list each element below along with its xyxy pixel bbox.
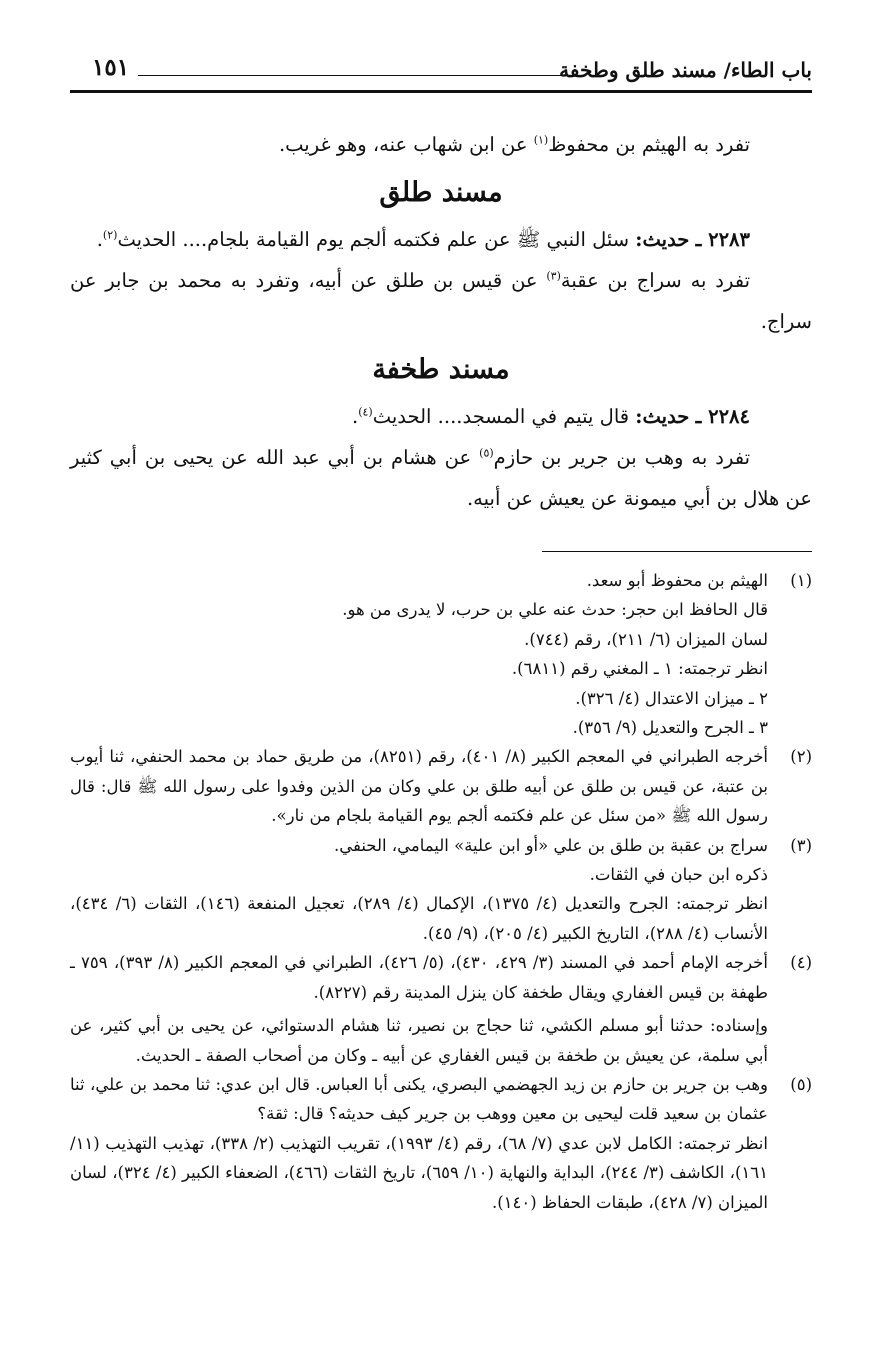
hadith-label: حديث:: [635, 405, 690, 428]
hadith-end: .: [352, 405, 359, 428]
header-thin-rule: [138, 75, 580, 76]
header-rule: [70, 90, 812, 93]
footnote-line: ٢ ـ ميزان الاعتدال (٤/ ٣٢٦).: [575, 688, 768, 708]
footnote-line: أخرجه الإمام أحمد في المسند (٣/ ٤٢٩، ٤٣٠)، (٥/ ٤٢٦)، الطبراني في المعجم الكبير (٨/ ٣٩٣)، ٧٥٩ ـ طهفة بن قيس الغفاري ويقال طخفة كان ينزل المدينة رقم (٨٢٢٧).: [70, 953, 768, 1002]
hadith-number: ٢٢٨٣ ـ: [695, 228, 750, 251]
hadith-number: ٢٢٨٤ ـ: [695, 405, 750, 428]
footnote-line: قال الحافظ ابن حجر: حدث عنه علي بن حرب، لا يدرى من هو.: [342, 600, 768, 620]
footnote-line: الهيثم بن محفوظ أبو سعد.: [586, 571, 768, 590]
footnote-3: [70, 831, 812, 949]
page-number: ١٥١: [92, 54, 130, 81]
note-2283: [70, 260, 812, 342]
footnote-line: انظر ترجمته: الجرح والتعديل (٤/ ١٣٧٥)، الإكمال (٤/ ٢٨٩)، تعجيل المنفعة (١٤٦)، الثقات (٦/ ٤٣٤)، الأنساب (٤/ ٢٨٨)، التاريخ الكبير (٤/ ٢٠٥)، (٩/ ٤٥).: [70, 894, 768, 943]
footnotes: [70, 566, 812, 1217]
footnote-line: ذكره ابن حبان في الثقات.: [589, 865, 768, 885]
hadith-text: قال يتيم في المسجد.... الحديث: [372, 405, 636, 428]
footnote-line: لسان الميزان (٦/ ٢١١)، رقم (٧٤٤).: [524, 629, 768, 649]
note-2284: [70, 437, 812, 519]
footnote-number: (٢): [790, 747, 812, 767]
footnote-4: [70, 948, 812, 1070]
footnote-line: أخرجه الطبراني في المعجم الكبير (٨/ ٤٠١)، رقم (٨٢٥١)، من طريق حماد بن محمد الحنفي، ثنا أيوب بن عتبة، عن قيس بن طلق عن أبيه طلق بن علي وكان من الذين وفدوا على رسول الله ﷺ قال: قال رسول الله ﷺ «من سئل عن علم فكتمه ألجم يوم القيامة بلجام من نار».: [70, 747, 768, 826]
footnote-separator-wrap: [70, 519, 812, 552]
book-page: [70, 50, 812, 1217]
footnote-number: (٣): [790, 835, 812, 855]
footnote-number: (٤): [790, 953, 812, 973]
hadith-text: سئل النبي ﷺ عن علم فكتمه ألجم يوم القيامة بلجام.... الحديث: [117, 228, 636, 251]
note-text-rest: عن قيس بن طلق عن أبيه، وتفرد به محمد بن جابر عن سراج.: [70, 269, 812, 333]
note-text: تفرد به وهب بن جرير بن حازم: [493, 446, 751, 469]
footnote-line: وهب بن جرير بن حازم بن زيد الجهضمي البصري، يكنى أبا العباس. قال ابن عدي: ثنا محمد بن علي، ثنا عثمان بن سعيد قلت ليحيى بن معين ووهب بن جرير كيف حديثه؟ قال: ثقة؟: [70, 1074, 768, 1124]
note-text: تفرد به سراج بن عقبة: [560, 269, 751, 292]
footnote-ref[interactable]: (١): [533, 133, 549, 147]
note-text-rest: عن هشام بن أبي عبد الله عن يحيى بن أبي كثير عن هلال بن أبي ميمونة عن يعيش عن أبيه.: [70, 446, 812, 510]
footnote-number: (٥): [790, 1074, 812, 1094]
footnote-ref[interactable]: (٣): [546, 269, 561, 283]
hadith-end: .: [96, 228, 103, 251]
footnote-ref[interactable]: (٢): [102, 228, 118, 242]
main-text: [70, 124, 812, 519]
footnote-ref[interactable]: (٤): [358, 405, 373, 419]
hadith-2283: [70, 219, 812, 260]
intro-paragraph: [70, 124, 812, 165]
section-heading-takhfa: مسند طخفة: [372, 354, 510, 385]
footnote-line: انظر ترجمته: الكامل لابن عدي (٧/ ٦٨)، رقم (٤/ ١٩٩٣)، تقريب التهذيب (٢/ ٣٣٨)، تهذيب التهذيب (١١/ ١٦١)، الكاشف (٣/ ٢٤٤)، البداية والنهاية (١٠/ ٦٥٩)، تاريخ الثقات (٤٦٦)، الضعفاء الكبير (٤/ ٣٢٤)، لسان الميزان (٧/ ٤٢٨)، طبقات الحفاظ (١٤٠).: [70, 1133, 768, 1212]
footnote-5: [70, 1070, 812, 1217]
section-heading-talq: مسند طلق: [379, 177, 503, 208]
footnote-2: [70, 742, 812, 830]
footnote-ref[interactable]: (٥): [479, 446, 494, 460]
footnote-number: (١): [790, 571, 812, 590]
footnote-line: ٣ ـ الجرح والتعديل (٩/ ٣٥٦).: [572, 718, 768, 738]
hadith-2284: [70, 396, 812, 437]
hadith-label: حديث:: [635, 228, 690, 251]
footnote-line: انظر ترجمته: ١ ـ المغني رقم (٦٨١١).: [511, 659, 768, 679]
footnote-line: وإسناده: حدثنا أبو مسلم الكشي، ثنا حجاج بن نصير، ثنا هشام الدستوائي، عن يحيى بن أبي كثير، عن أبي سلمة، عن يعيش بن طخفة بن قيس الغفاري عن أبيه ـ وكان من أصحاب الصفة ـ الحديث.: [70, 1016, 768, 1065]
intro-text-rest: عن ابن شهاب عنه، وهو غريب.: [278, 133, 534, 156]
running-header: [70, 50, 812, 90]
footnote-line: سراج بن عقبة بن طلق بن علي «أو ابن علية» اليمامي، الحنفي.: [333, 835, 768, 855]
running-title: باب الطاء/ مسند طلق وطخفة: [559, 58, 812, 82]
footnote-separator: [542, 551, 812, 552]
footnote-1: [70, 566, 812, 742]
intro-text: تفرد به الهيثم بن محفوظ: [548, 133, 750, 156]
